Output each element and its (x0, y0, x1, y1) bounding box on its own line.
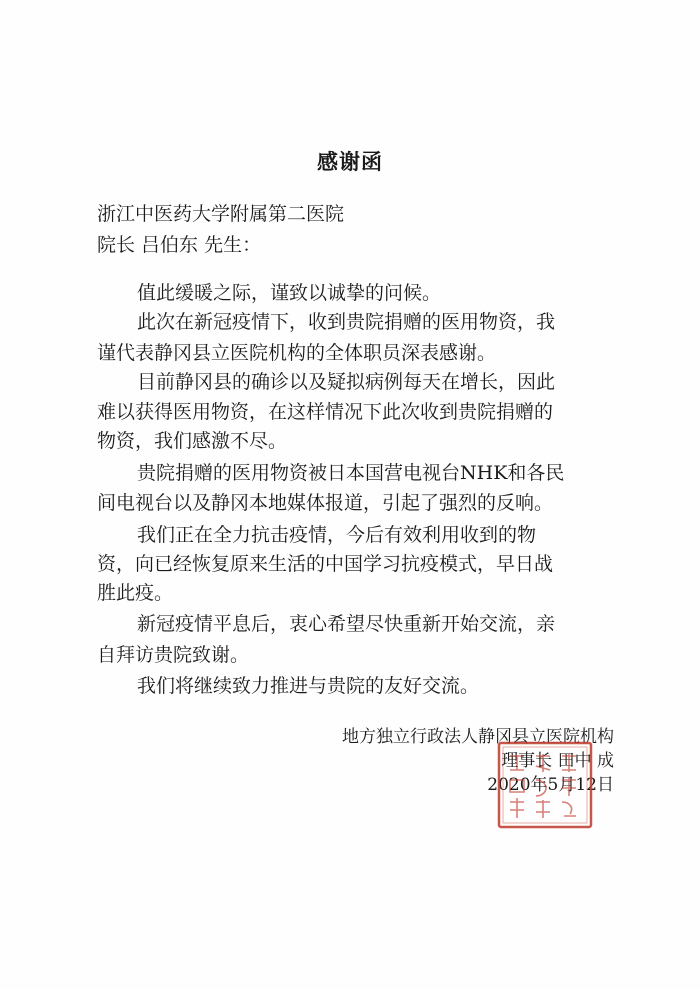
body-line: 资，向已经恢复原来生活的中国学习抗疫模式，早日战 (97, 553, 554, 575)
signature-block (342, 725, 614, 797)
signature-date: 2020年5月12日 (487, 775, 614, 795)
body-line: 值此缓暖之际，谨致以诚挚的问候。 (137, 282, 442, 304)
body-line: 难以获得医用物资，在这样情况下此次收到贵院捐赠的 (97, 401, 554, 423)
signature-name: 理事长 田中 成 (501, 751, 614, 771)
body-line: 新冠疫情平息后，衷心希望尽快重新开始交流，亲 (137, 613, 556, 635)
recipient-line: 浙江中医药大学附属第二医院 (97, 203, 345, 225)
letter-title: 感谢函 (317, 150, 383, 174)
body-line: 间电视台以及静冈本地媒体报道，引起了强烈的反响。 (97, 492, 554, 514)
body-line: 胜此疫。 (97, 582, 174, 604)
body-line: 我们正在全力抗击疫情，今后有效利用收到的物 (137, 524, 537, 546)
greeting-line: 院长 吕伯东 先生： (97, 234, 262, 256)
body-line: 目前静冈县的确诊以及疑拟病例每天在增长，因此 (137, 371, 556, 393)
body-line: 贵院捐赠的医用物资被日本国营电视台NHK和各民 (137, 462, 565, 484)
body-line: 此次在新冠疫情下，收到贵院捐赠的医用物资，我 (137, 311, 556, 333)
body-line: 我们将继续致力推进与贵院的友好交流。 (137, 675, 480, 697)
body-line: 谨代表静冈县立医院机构的全体职员深表感谢。 (97, 342, 497, 364)
body-line: 自拜访贵院致谢。 (97, 644, 250, 666)
signature-organization: 地方独立行政法人静冈县立医院机构 (342, 727, 614, 747)
body-line: 物资，我们感激不尽。 (97, 430, 288, 452)
